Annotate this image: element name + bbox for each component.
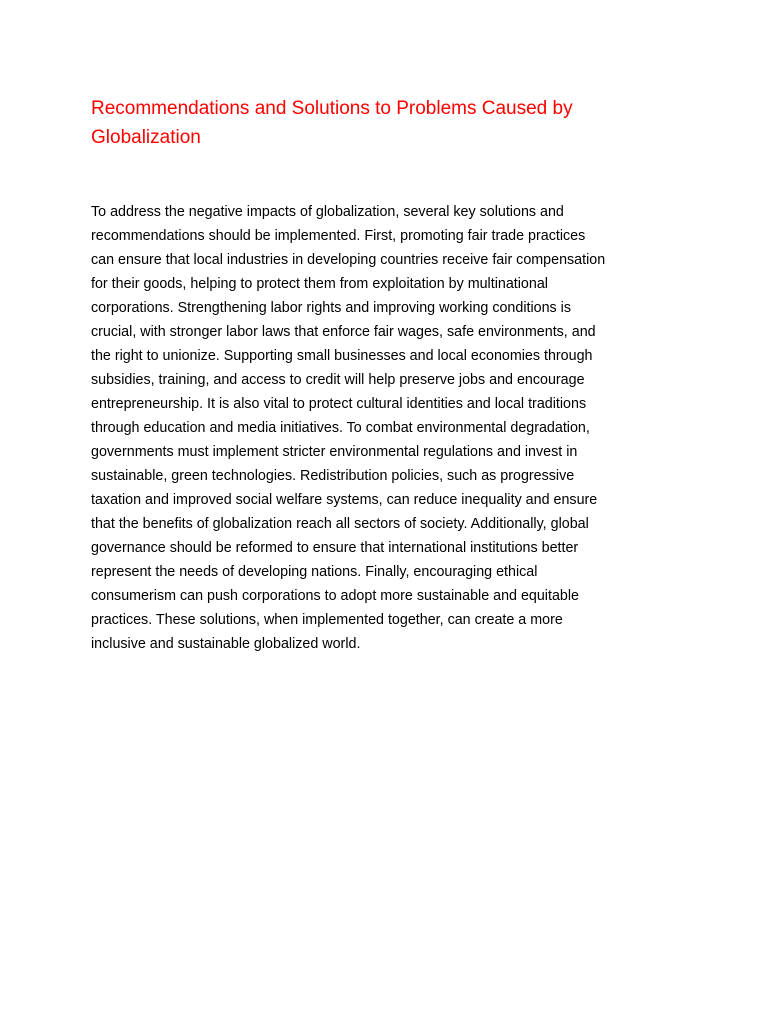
body-line: represent the needs of developing nations. Finally, encouraging ethical	[91, 564, 538, 580]
body-line: sustainable, green technologies. Redistribution policies, such as progressive	[91, 468, 575, 484]
body-line: through education and media initiatives. To combat environmental degradation,	[91, 420, 590, 436]
body-line: practices. These solutions, when implemented together, can create a more	[91, 612, 563, 628]
body-line: subsidies, training, and access to credit will help preserve jobs and encourage	[91, 372, 585, 388]
body-line: that the benefits of globalization reach all sectors of society. Additionally, global	[91, 516, 589, 532]
body-paragraph	[91, 200, 691, 656]
body-line: can ensure that local industries in developing countries receive fair compensation	[91, 252, 606, 268]
body-line: To address the negative impacts of globalization, several key solutions and	[91, 204, 564, 220]
body-line: inclusive and sustainable globalized world.	[91, 636, 361, 652]
body-line: crucial, with stronger labor laws that enforce fair wages, safe environments, and	[91, 324, 596, 340]
body-line: entrepreneurship. It is also vital to protect cultural identities and local traditions	[91, 396, 587, 412]
body-line: the right to unionize. Supporting small businesses and local economies through	[91, 348, 593, 364]
title-line: Globalization	[91, 127, 201, 148]
body-line: governance should be reformed to ensure that international institutions better	[91, 540, 579, 556]
document-title	[91, 94, 691, 152]
body-line: corporations. Strengthening labor rights and improving working conditions is	[91, 300, 571, 316]
body-line: consumerism can push corporations to adopt more sustainable and equitable	[91, 588, 579, 604]
body-line: governments must implement stricter environmental regulations and invest in	[91, 444, 578, 460]
body-line: for their goods, helping to protect them from exploitation by multinational	[91, 276, 548, 292]
title-line: Recommendations and Solutions to Problems Caused by	[91, 98, 573, 119]
body-line: recommendations should be implemented. First, promoting fair trade practices	[91, 228, 586, 244]
body-line: taxation and improved social welfare systems, can reduce inequality and ensure	[91, 492, 598, 508]
